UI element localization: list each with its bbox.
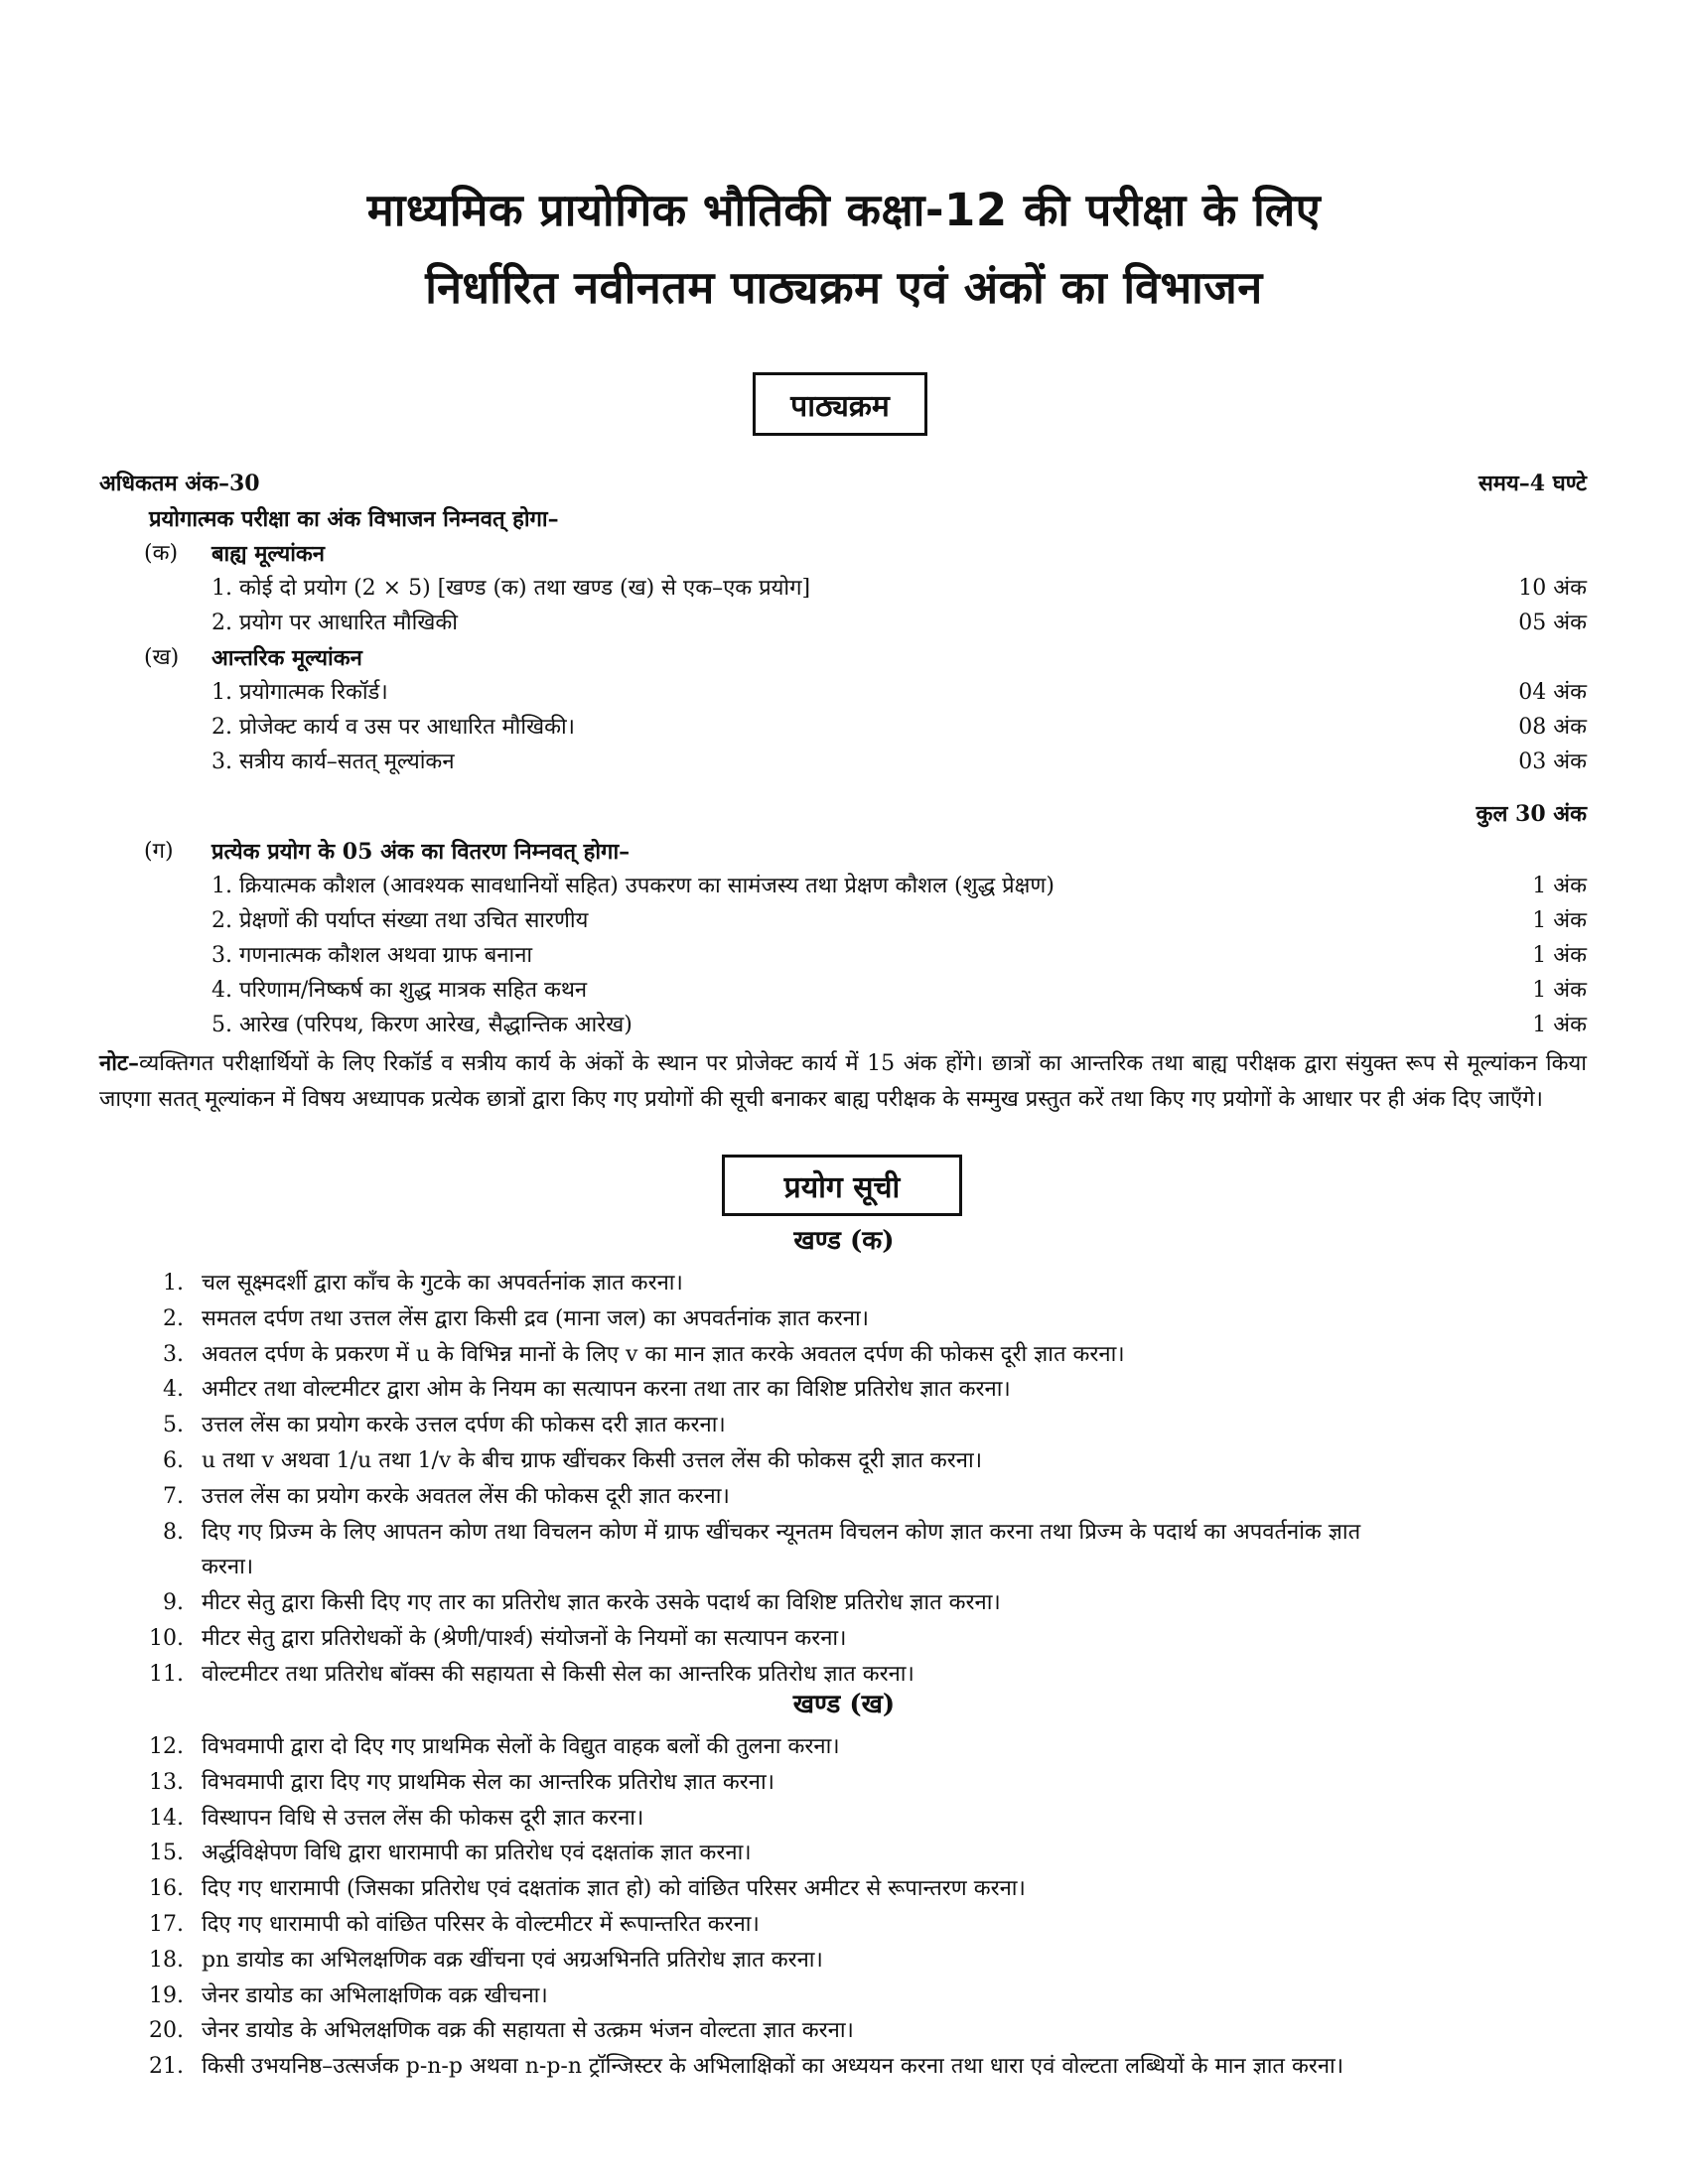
experiment-text: विभवमापी द्वारा दिए गए प्राथमिक सेल का आन्तरिक प्रतिरोध ज्ञात करना। <box>202 1769 775 1795</box>
experiment-number: 2. <box>163 1305 184 1331</box>
experiment-number: 5. <box>163 1413 184 1438</box>
distribution-item-text: 3. गणनात्मक कौशल अथवा ग्राफ बनाना <box>211 943 533 968</box>
experiment-text: जेनर डायोड का अभिलाक्षणिक वक्र खीचना। <box>202 1982 548 2008</box>
division-intro: प्रयोगात्मक परीक्षा का अंक विभाजन निम्नवत् होगा– <box>149 506 559 532</box>
experiment-text: समतल दर्पण तथा उत्तल लेंस द्वारा किसी द्रव (माना जल) का अपवर्तनांक ज्ञात करना। <box>202 1305 869 1331</box>
time-allowed: समय–4 घण्टे <box>1477 471 1587 496</box>
distribution-item-text: 5. आरेख (परिपथ, किरण आरेख, सैद्धान्तिक आरेख) <box>211 1013 633 1037</box>
experiment-number: 4. <box>163 1377 184 1403</box>
section-ka-title: बाह्य मूल्यांकन <box>211 541 326 567</box>
experiment-list-heading-box <box>722 1155 962 1216</box>
experiment-text: मीटर सेतु द्वारा प्रतिरोधकों के (श्रेणी/पार्श्व) संयोजनों के नियमों का सत्यापन करना। <box>202 1626 847 1651</box>
experiment-number: 20. <box>149 2018 184 2044</box>
experiment-number: 1. <box>163 1271 184 1296</box>
experiment-list-heading: प्रयोग सूची <box>783 1169 901 1205</box>
total-marks: कुल 30 अंक <box>1476 801 1587 827</box>
note-label: नोट– <box>99 1050 139 1076</box>
experiment-text: दिए गए धारामापी (जिसका प्रतिरोध एवं दक्षतांक ज्ञात हो) को वांछित परिसर अमीटर से रूपान्तरण करना। <box>202 1876 1026 1902</box>
distribution-item-marks: 1 अंक <box>1532 874 1587 898</box>
experiment-text: उत्तल लेंस का प्रयोग करके अवतल लेंस की फोकस दूरी ज्ञात करना। <box>202 1483 730 1509</box>
section-ga-title: प्रत्येक प्रयोग के 05 अंक का वितरण निम्नवत् होगा– <box>211 839 631 865</box>
experiment-text: मीटर सेतु द्वारा किसी दिए गए तार का प्रतिरोध ज्ञात करके उसके पदार्थ का विशिष्ट प्रतिरोध ज्ञात करना। <box>202 1590 1001 1616</box>
experiment-number: 15. <box>149 1841 184 1866</box>
internal-item-text: 1. प्रयोगात्मक रिकॉर्ड। <box>211 680 388 705</box>
experiment-number: 3. <box>163 1341 184 1367</box>
experiment-text: विभवमापी द्वारा दो दिए गए प्राथमिक सेलों के विद्युत वाहक बलों की तुलना करना। <box>202 1734 840 1759</box>
distribution-item-text: 4. परिणाम/निष्कर्ष का शुद्ध मात्रक सहित कथन <box>211 978 588 1003</box>
distribution-item-marks: 1 अंक <box>1532 1013 1587 1037</box>
distribution-item-marks: 1 अंक <box>1532 943 1587 968</box>
section-kha-label: (ख) <box>144 645 180 670</box>
experiment-number: 21. <box>149 2054 184 2080</box>
section-ga-label: (ग) <box>144 839 174 864</box>
note-text: व्यक्तिगत परीक्षार्थियों के लिए रिकॉर्ड व सत्रीय कार्य के अंकों के स्थान पर प्रोजेक्ट कार्य में 15 अंक होंगे। छात्रों का आन्तरिक तथा बाह्य परीक्षक द्वारा संयुक्त रूप से मूल्यांकन किया जाएगा सतत् मूल्यांकन में विषय अध्यापक प्रत्येक छात्रों द्वारा किए गए प्रयोगों की सूची बनाकर बाह्य परीक्षक के सम्मुख प्रस्तुत करें तथा किए गए प्रयोगों के आधार पर ही अंक दिए जाएँगे। <box>99 1051 1587 1112</box>
internal-item-marks: 04 अंक <box>1518 680 1587 705</box>
experiment-text: विस्थापन विधि से उत्तल लेंस की फोकस दूरी ज्ञात करना। <box>202 1805 644 1831</box>
experiment-text: अर्द्धविक्षेपण विधि द्वारा धारामापी का प्रतिरोध एवं दक्षतांक ज्ञात करना। <box>202 1841 752 1866</box>
section-kha-title: आन्तरिक मूल्यांकन <box>211 645 362 671</box>
distribution-item-text: 1. क्रियात्मक कौशल (आवश्यक सावधानियों सहित) उपकरण का सामंजस्य तथा प्रेक्षण कौशल (शुद्ध प्रेक्षण) <box>211 874 1055 898</box>
external-item-marks: 10 अंक <box>1518 576 1587 601</box>
external-item-text: 2. प्रयोग पर आधारित मौखिकी <box>211 611 458 635</box>
experiment-text: अमीटर तथा वोल्टमीटर द्वारा ओम के नियम का सत्यापन करना तथा तार का विशिष्ट प्रतिरोध ज्ञात करना। <box>202 1377 1011 1403</box>
experiment-text: दिए गए प्रिज्म के लिए आपतन कोण तथा विचलन कोण में ग्राफ खींचकर न्यूनतम विचलन कोण ज्ञात करना तथा प्रिज्म के पदार्थ का अपवर्तनांक ज्ञात <box>202 1519 1361 1545</box>
syllabus-heading-box <box>753 372 927 436</box>
experiment-number: 14. <box>149 1805 184 1831</box>
internal-item-text: 2. प्रोजेक्ट कार्य व उस पर आधारित मौखिकी। <box>211 715 575 740</box>
page-title-line-2: निर्धारित नवीनतम पाठ्यक्रम एवं अंकों का विभाजन <box>425 261 1263 314</box>
syllabus-heading: पाठ्यक्रम <box>790 388 890 424</box>
external-item-marks: 05 अंक <box>1518 611 1587 635</box>
experiment-text: करना। <box>202 1555 254 1580</box>
experiment-number: 17. <box>149 1912 184 1937</box>
internal-item-marks: 03 अंक <box>1518 750 1587 774</box>
max-marks: अधिकतम अंक–30 <box>99 471 260 496</box>
experiment-number: 12. <box>149 1734 184 1759</box>
distribution-item-marks: 1 अंक <box>1532 908 1587 933</box>
experiment-number: 8. <box>163 1519 184 1545</box>
experiment-text: किसी उभयनिष्ठ–उत्सर्जक p-n-p अथवा n-p-n ट्रॉन्जिस्टर के अभिलाक्षिकों का अध्ययन करना तथा धारा एवं वोल्टता लब्धियों के मान ज्ञात करना। <box>202 2054 1344 2080</box>
experiment-number: 13. <box>149 1769 184 1795</box>
internal-item-text: 3. सत्रीय कार्य–सतत् मूल्यांकन <box>211 750 455 774</box>
experiment-number: 18. <box>149 1947 184 1973</box>
page-title-line-1: माध्यमिक प्रायोगिक भौतिकी कक्षा-12 की परीक्षा के लिए <box>366 184 1322 236</box>
experiment-text: अवतल दर्पण के प्रकरण में u के विभिन्न मानों के लिए v का मान ज्ञात करके अवतल दर्पण की फोकस दूरी ज्ञात करना। <box>202 1341 1125 1367</box>
experiment-number: 19. <box>149 1982 184 2008</box>
section-b-heading: खण्ड (ख) <box>792 1690 896 1719</box>
experiment-number: 10. <box>149 1626 184 1651</box>
section-a-heading: खण्ड (क) <box>793 1226 895 1256</box>
experiment-number: 11. <box>149 1661 184 1687</box>
experiment-text: जेनर डायोड के अभिलक्षणिक वक्र की सहायता से उत्क्रम भंजन वोल्टता ज्ञात करना। <box>202 2018 854 2044</box>
experiment-number: 7. <box>163 1483 184 1509</box>
experiment-text: वोल्टमीटर तथा प्रतिरोध बॉक्स की सहायता से किसी सेल का आन्तरिक प्रतिरोध ज्ञात करना। <box>202 1661 914 1687</box>
section-ka-label: (क) <box>144 541 179 566</box>
experiment-text: u तथा v अथवा 1/u तथा 1/v के बीच ग्राफ खींचकर किसी उत्तल लेंस की फोकस दूरी ज्ञात करना। <box>202 1448 983 1473</box>
experiment-text: दिए गए धारामापी को वांछित परिसर के वोल्टमीटर में रूपान्तरित करना। <box>202 1912 760 1937</box>
distribution-item-text: 2. प्रेक्षणों की पर्याप्त संख्या तथा उचित सारणीय <box>211 908 589 933</box>
experiment-text: pn डायोड का अभिलक्षणिक वक्र खींचना एवं अग्रअभिनति प्रतिरोध ज्ञात करना। <box>202 1947 823 1973</box>
external-item-text: 1. कोई दो प्रयोग (2 × 5) [खण्ड (क) तथा खण्ड (ख) से एक–एक प्रयोग] <box>211 576 811 601</box>
experiment-text: चल सूक्ष्मदर्शी द्वारा काँच के गुटके का अपवर्तनांक ज्ञात करना। <box>202 1271 683 1296</box>
experiment-text: उत्तल लेंस का प्रयोग करके उत्तल दर्पण की फोकस दरी ज्ञात करना। <box>202 1413 726 1438</box>
experiment-number: 9. <box>163 1590 184 1616</box>
experiment-number: 16. <box>149 1876 184 1902</box>
internal-item-marks: 08 अंक <box>1518 715 1587 740</box>
experiment-number: 6. <box>163 1448 184 1473</box>
distribution-item-marks: 1 अंक <box>1532 978 1587 1003</box>
note-paragraph <box>99 1045 1587 1118</box>
